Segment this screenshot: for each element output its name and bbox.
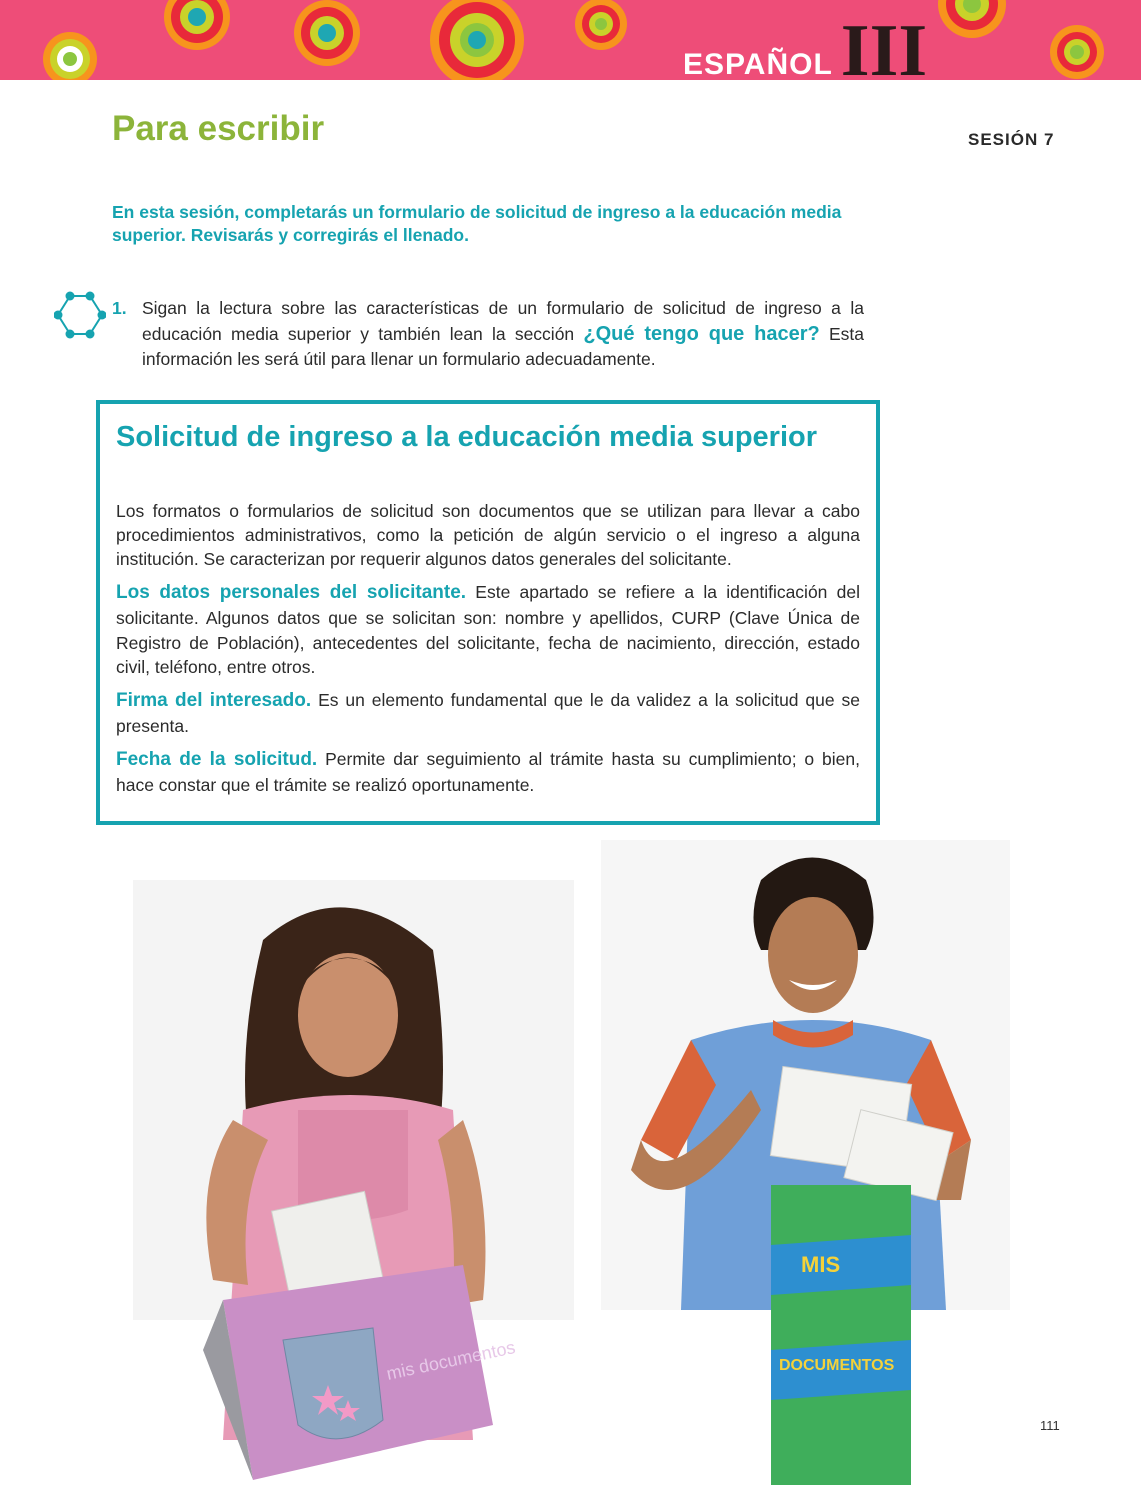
info-box (96, 400, 880, 825)
subject-level: III (840, 10, 928, 93)
info-item-lead: Fecha de la solicitud. (116, 749, 318, 771)
info-item-text: Este apartado se refiere a la identificación del solicitante. Algunos datos que se solicitan son: nombre y apellidos, CURP (Clave Única de Registro de Población), antecedentes del solicitante, fecha de nacimiento, dirección, estado civil, teléfono, entre otros. (116, 582, 861, 677)
girl-illustration (133, 880, 574, 1498)
folder-label: mis documentos (384, 1337, 518, 1384)
info-item-lead: Firma del interesado. (116, 689, 312, 711)
activity-text-before: Sigan la lectura sobre las características de un formulario de solicitud de ingreso a la educación media superior y también lean la sección (142, 298, 864, 344)
team-work-icon (54, 290, 106, 340)
deco-circle (575, 0, 627, 50)
activity-1 (112, 297, 864, 371)
deco-circle (1050, 25, 1104, 79)
photo-boy-with-box (601, 840, 1010, 1498)
info-box-title: Solicitud de ingreso a la educación media superior (116, 421, 818, 453)
section-reference: ¿Qué tengo que hacer? (583, 322, 820, 345)
decorative-circles-icon (0, 0, 1141, 93)
photo-girl-with-folder (133, 880, 574, 1498)
deco-circle (164, 0, 230, 50)
deco-circle (294, 0, 360, 66)
deco-circle (430, 0, 524, 80)
subject-name: ESPAÑOL (683, 48, 833, 81)
boy-illustration (601, 840, 1010, 1498)
activity-number: 1. (112, 298, 127, 318)
info-box-intro: Los formatos o formularios de solicitud son documentos que se utilizan para llevar a cabo procedimientos administrativos, como la petición de algún servicio o el ingreso a alguna institución. Se caracterizan por requerir algunos datos generales del solicitante. (116, 500, 860, 570)
info-item-lead: Los datos personales del solicitante. (116, 582, 467, 604)
box-label-1: MIS (801, 1252, 841, 1277)
info-item-text: Es un elemento fundamental que le da validez a la solicitud que se presenta. (116, 689, 860, 737)
activity-text-after: Esta información les será útil para llenar un formulario adecuadamente. (142, 323, 864, 369)
info-item-signature (116, 688, 860, 738)
deco-circle (43, 32, 97, 80)
info-item-date (116, 747, 860, 797)
info-item-personal-data (116, 580, 860, 679)
subject-heading (683, 10, 928, 93)
page-number: 111 (1040, 1418, 1060, 1433)
session-intro: En esta sesión, completarás un formulario de solicitud de ingreso a la educación media superior. Revisarás y corregirás el llenado. (112, 202, 842, 245)
box-label-2: DOCUMENTOS (779, 1357, 895, 1374)
section-title: Para escribir (112, 109, 325, 148)
header-band (0, 0, 1141, 93)
deco-circle (938, 0, 1006, 38)
session-label: SESIÓN 7 (968, 130, 1055, 149)
activity-text (142, 297, 864, 371)
info-item-text: Permite dar seguimiento al trámite hasta su cumplimiento; o bien, hace constar que el trámite se realizó oportunamente. (116, 749, 860, 796)
